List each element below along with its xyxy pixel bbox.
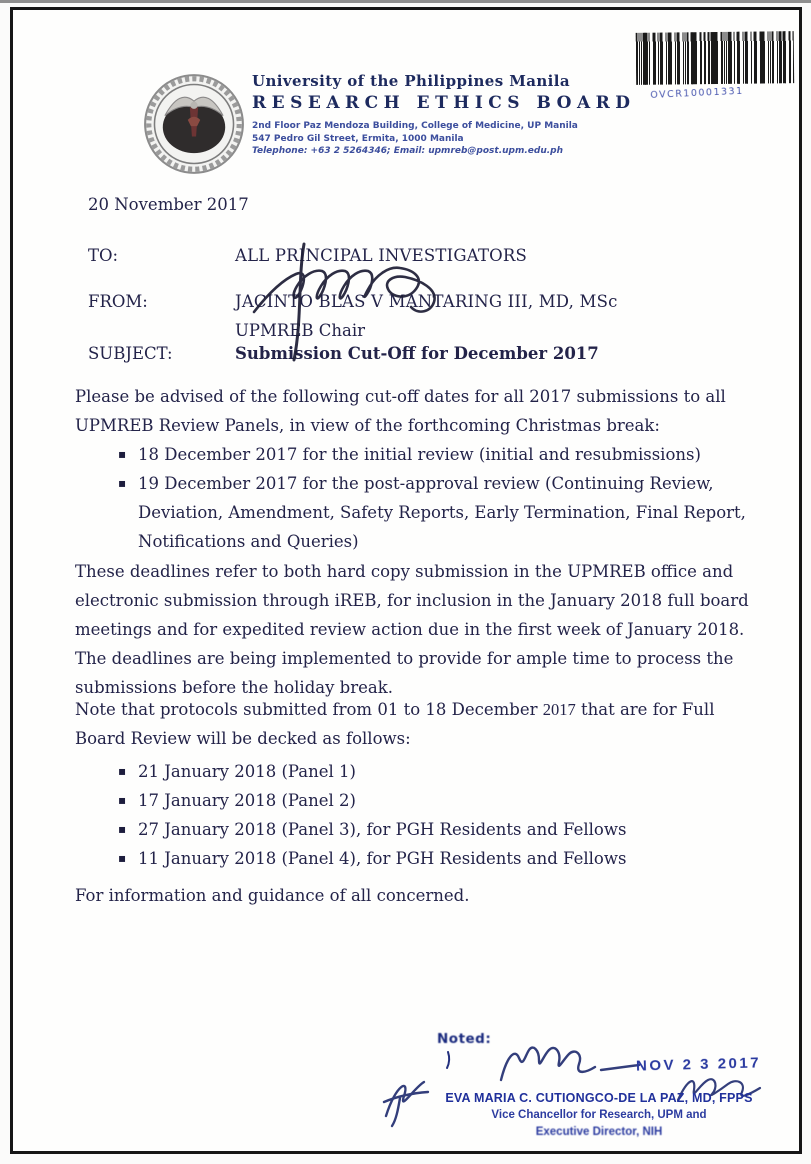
panel-item: ▪ 21 January 2018 (Panel 1) [75,757,757,786]
from-title: UPMREB Chair [235,321,365,340]
org-address-line1: 2nd Floor Paz Mendoza Building, College of Medicine, UP Manila [252,121,578,131]
vice-chancellor-signature [495,1038,655,1088]
barcode-block [636,31,797,99]
org-board-name: RESEARCH ETHICS BOARD [252,93,636,113]
org-address-line2: 547 Pedro Gil Street, Ermita, 1000 Manila [252,133,464,144]
letter-date: 20 November 2017 [88,195,249,214]
chair-signature [248,238,478,363]
closing-line: For information and guidance of all concerned. [75,886,470,905]
to-value: ALL PRINCIPAL INVESTIGATORS [235,246,527,265]
signatory-title-line1: Vice Chancellor for Research, UPM and [491,1109,707,1121]
panel-item: ▪ 27 January 2018 (Panel 3), for PGH Residents and Fellows [75,815,757,844]
panel-item: ▪ 11 January 2018 (Panel 4), for PGH Residents and Fellows [75,844,757,873]
from-label: FROM: [88,292,148,311]
paragraph-decking [75,695,757,753]
org-contact-line: Telephone: +63 2 5264346; Email: upmreb@post.upm.edu.ph [252,146,563,156]
from-name: JACINTO BLAS V MANTARING III, MD, MSc [235,292,618,311]
cutoff-item: ▪ 18 December 2017 for the initial review (initial and resubmissions) [75,440,757,469]
barcode-label: OVCR10001331 [650,85,744,101]
subject-label: SUBJECT: [88,344,173,363]
paragraph-decking-suffix: that are for Full Board Review will be decked as follows: [75,700,715,748]
subject-value: Submission Cut-Off for December 2017 [235,344,599,363]
cutoff-item: ▪ 19 December 2017 for the post-approval review (Continuing Review, Deviation, Amendment, Safety Reports, Early Termination, Final Report, Notifications and Queries) [75,469,757,556]
paragraph-deadlines: These deadlines refer to both hard copy submission in the UPMREB office and electronic submission through iREB, for inclusion in the January 2018 full board meetings and for expedited review action due in the first week of January 2018. The deadlines are being implemented to provide for ample time to process the submissions before the holiday break. [75,562,749,697]
to-label: TO: [88,246,119,265]
signatory-name: EVA MARIA C. CUTIONGCO-DE LA PAZ, MD, FPPS [445,1091,753,1105]
signatory-title-line2: Executive Director, NIH [535,1126,663,1138]
panel-list [75,757,757,873]
paragraph-intro: Please be advised of the following cut-off dates for all 2017 submissions to all UPMREB Review Panels, in view of the forthcoming Christmas break: [75,387,726,435]
up-seal-logo [142,72,246,176]
scan-edge-line [0,0,811,3]
letterhead [252,72,672,158]
cutoff-list [75,440,757,556]
pen-mark [440,1050,460,1070]
panel-item: ▪ 17 January 2018 (Panel 2) [75,786,757,815]
paragraph-decking-year: 2017 [542,700,576,719]
org-name: University of the Philippines Manila [252,72,570,90]
barcode-image [636,31,795,85]
paragraph-decking-prefix: Note that protocols submitted from 01 to 18 December [75,700,538,719]
noted-label: Noted: [437,1031,492,1047]
org-address-block [252,120,672,158]
received-date-stamp: NOV 2 3 2017 [635,1054,762,1075]
